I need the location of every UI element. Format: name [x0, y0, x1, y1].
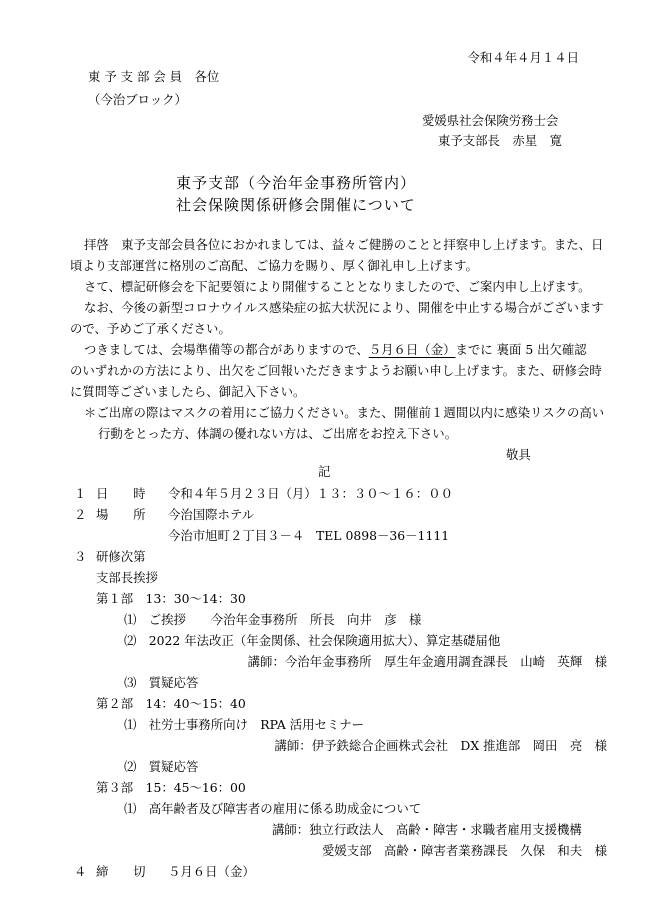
recipient-sub: （今治ブロック） — [88, 92, 187, 107]
body-para1-b: 頃より支部運営に格別のご高配、ご協力を賜り、厚く御礼申し上げます。 — [70, 258, 478, 273]
part1-heading: 第１部 13：30～14：30 — [96, 591, 246, 606]
item2-label: 場 所 — [96, 507, 146, 522]
part1-item2-lecturer: 講師：今治年金事務所 厚生年金適用調査課長 山崎 英輝 様 — [247, 654, 607, 669]
body-para3-b: ので、予めご了承ください。 — [70, 321, 231, 336]
part3-item1: ⑴ 高年齢者及び障害者の雇用に係る助成金について — [124, 801, 422, 816]
part3-item1-lecturer-a: 講師：独立行政法人 高齢・障害・求職者雇用支援機構 — [272, 822, 582, 837]
sender-org: 愛媛県社会保険労務士会 — [422, 113, 559, 128]
body-para1-a: 拝啓 東予支部会員各位におかれましては、益々ご健勝のことと拝察申し上げます。また、日 — [84, 237, 604, 252]
part1-item1: ⑴ ご挨拶 今治年金事務所 所長 向井 彦 様 — [124, 612, 422, 627]
item4-num: ４ — [74, 864, 87, 879]
part2-heading: 第２部 14：40～15：40 — [96, 696, 246, 711]
part2-item1: ⑴ 社労士事務所向け RPA 活用セミナー — [124, 717, 365, 732]
part3-item1-lecturer-b: 愛媛支部 高齢・障害者業務課長 久保 和夫 様 — [322, 843, 607, 858]
para4-pre: つきましては、会場準備等の都合がありますので、 — [84, 342, 369, 357]
sender-person: 東予支部長 赤星 寛 — [438, 133, 562, 148]
part2-item2: ⑵ 質疑応答 — [124, 759, 199, 774]
title-line2: 社会保険関係研修会開催について — [176, 196, 416, 214]
body-para2: さて、標記研修会を下記要領により開催することとなりましたので、ご案内申し上げます。 — [84, 279, 591, 294]
item3-num: ３ — [74, 549, 87, 564]
item4-label: 締 切 — [96, 864, 146, 879]
ki-heading: 記 — [318, 464, 331, 479]
item3-label: 研修次第 — [96, 549, 146, 564]
item1-num: １ — [74, 486, 87, 501]
para4-post: までに 裏面 5 出欠確認 — [455, 342, 587, 357]
part1-item2: ⑵ 2022 年法改正（年金関係、社会保険適用拡大）、算定基礎届他 — [124, 633, 501, 648]
part1-item3: ⑶ 質疑応答 — [124, 675, 199, 690]
body-para4-a — [84, 344, 587, 356]
part3-heading: 第３部 15：45～16：00 — [96, 780, 246, 795]
deadline-highlight: ５月６日（金） — [368, 342, 456, 357]
closing-keigu: 敬具 — [506, 447, 531, 462]
item4-value: ５月６日（金） — [168, 864, 255, 879]
item2-tel: TEL 0898－36－1111 — [316, 528, 450, 543]
item2-address: 今治市旭町２丁目３－４ — [168, 528, 305, 543]
note-b: 行動をとった方、体調の優れない方は、ご出席をお控え下さい。 — [98, 426, 458, 441]
recipient-line: 東 予 支 部 会 員 各位 — [88, 69, 220, 84]
body-para4-b: のいずれかの方法により、出欠をご回報いただきますようお願い申し上げます。また、研修会時 — [70, 363, 602, 378]
item1-value: 令和４年５月２３日（月）１３：３０～１６：００ — [168, 486, 453, 501]
greeting-item: 支部長挨拶 — [96, 570, 158, 585]
item2-num: ２ — [74, 507, 87, 522]
document-date: 令和４年４月１４日 — [467, 50, 579, 65]
body-para3-a: なお、今後の新型コロナウイルス感染症の拡大状況により、開催を中止する場合がございます — [84, 300, 604, 315]
item1-label: 日 時 — [96, 486, 146, 501]
part2-item1-lecturer: 講師：伊予鉄総合企画株式会社 DX 推進部 岡田 亮 様 — [274, 738, 607, 753]
title-line1: 東予支部（今治年金事務所管内） — [176, 174, 417, 192]
body-para4-c: に質問等ございましたら、御記入下さい。 — [70, 384, 306, 399]
item2-venue: 今治国際ホテル — [168, 507, 255, 522]
note-a: ＊ご出席の際はマスクの着用にご協力ください。また、開催前１週間以内に感染リスクの高い — [84, 405, 605, 420]
